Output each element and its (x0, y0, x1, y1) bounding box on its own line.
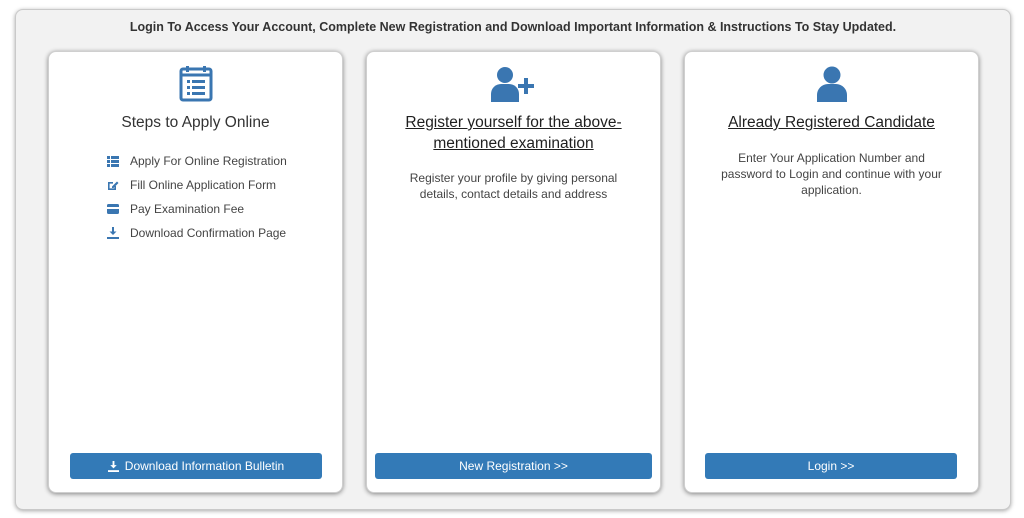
user-plus-icon (367, 66, 660, 106)
new-registration-button[interactable]: New Registration >> (375, 453, 652, 479)
credit-card-icon (107, 203, 119, 215)
register-title-link[interactable]: Register yourself for the above-mentioned examination (405, 114, 622, 152)
user-icon (685, 66, 978, 106)
step-item (107, 149, 287, 173)
login-card (684, 51, 979, 493)
download-icon (107, 227, 119, 239)
download-icon (108, 461, 119, 472)
step-label: Apply For Online Registration (130, 154, 287, 168)
download-bulletin-label: Download Information Bulletin (124, 459, 285, 473)
login-description: Enter Your Application Number and password to Login and continue with your application. (721, 151, 942, 197)
steps-title: Steps to Apply Online (121, 114, 270, 131)
login-button[interactable]: Login >> (705, 453, 957, 479)
login-title-link[interactable]: Already Registered Candidate (728, 114, 935, 131)
step-label: Fill Online Application Form (130, 178, 277, 192)
register-card (366, 51, 661, 493)
register-description: Register your profile by giving personal details, contact details and address (409, 171, 618, 201)
edit-icon (107, 179, 119, 191)
main-panel (15, 9, 1011, 510)
info-banner: Login To Access Your Account, Complete New Registration and Download Important Information & Instructions To Stay Updated. (129, 20, 897, 34)
step-item (107, 197, 287, 221)
list-icon (107, 155, 119, 167)
step-label: Pay Examination Fee (130, 202, 245, 216)
step-label: Download Confirmation Page (130, 226, 287, 240)
step-item (107, 221, 287, 245)
steps-card (48, 51, 343, 493)
step-item (107, 173, 287, 197)
download-bulletin-button[interactable] (70, 453, 322, 479)
steps-list (107, 149, 287, 245)
calendar-list-icon (49, 66, 342, 106)
